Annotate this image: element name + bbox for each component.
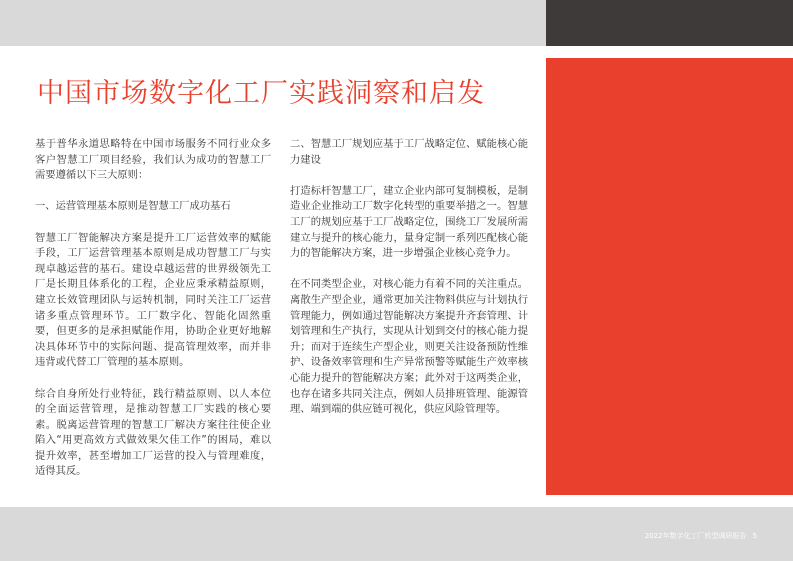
intro-paragraph: 基于普华永道思略特在中国市场服务不同行业众多客户智慧工厂项目经验，我们认为成功的智慧工厂需要遵循以下三大原则： (35, 138, 271, 182)
page-title: 中国市场数字化工厂实践洞察和启发 (37, 78, 485, 109)
right-column (290, 137, 528, 433)
body-paragraph: 智慧工厂智能解决方案是提升工厂运营效率的赋能手段，工厂运营管理基本原则是成功智慧工厂与实现卓越运营的基石。建设卓越运营的世界级领先工厂是长期且体系化的工程，企业应秉承精益原则，建立长效管理团队与运转机制，同时关注工厂运营诸多重点管理环节。工厂数字化、智能化固然重要，但更多的是承担赋能作用，协助企业更好地解决具体环节中的实际问题、提高管理效率，而并非违背或代替工厂管理的基本原则。 (35, 231, 271, 369)
page-footer (645, 531, 757, 541)
body-paragraph: 综合自身所处行业特征，践行精益原则、以人本位的全面运营管理，是推动智慧工厂实践的核心要素。脱离运营管理的智慧工厂解决方案往往使企业陷入“用更高效方式做效果欠佳工作”的困局，难以提升效率，甚至增加工厂运营的投入与管理难度，适得其反。 (35, 387, 271, 478)
top-dark-block (546, 0, 793, 46)
body-paragraph: 在不同类型企业，对核心能力有着不同的关注重点。离散生产型企业，通常更加关注物料供应与计划执行管理能力，例如通过智能解决方案提升齐套管理、计划管理和生产执行，实现从计划到交付的核心能力提升；而对于连续生产型企业，则更关注设备预防性维护、设备效率管理和生产异常预警等赋能生产效率核心能力提升的智能解决方案；此外对于这两类企业，也存在诸多共同关注点，例如人员排班管理、能源管理、端到端的供应链可视化，供应风险管理等。 (290, 278, 528, 416)
section-heading-1: 一、运营管理基本原则是智慧工厂成功基石 (35, 200, 231, 213)
report-title: 2022年数字化工厂转型调研报告 (644, 532, 747, 540)
left-column (35, 137, 271, 496)
red-side-panel (546, 58, 793, 495)
section-heading-2: 二、智慧工厂规划应基于工厂战略定位、赋能核心能力建设 (290, 138, 528, 166)
top-gray-band (0, 0, 546, 46)
page-number: 5 (752, 532, 757, 540)
body-paragraph: 打造标杆智慧工厂，建立企业内部可复制模板，是制造业企业推动工厂数字化转型的重要举措之一。智慧工厂的规划应基于工厂战略定位，围绕工厂发展所需建立与提升的核心能力，量身定制一系列匹配核心能力的智能解决方案，进一步增强企业核心竞争力。 (290, 184, 528, 260)
